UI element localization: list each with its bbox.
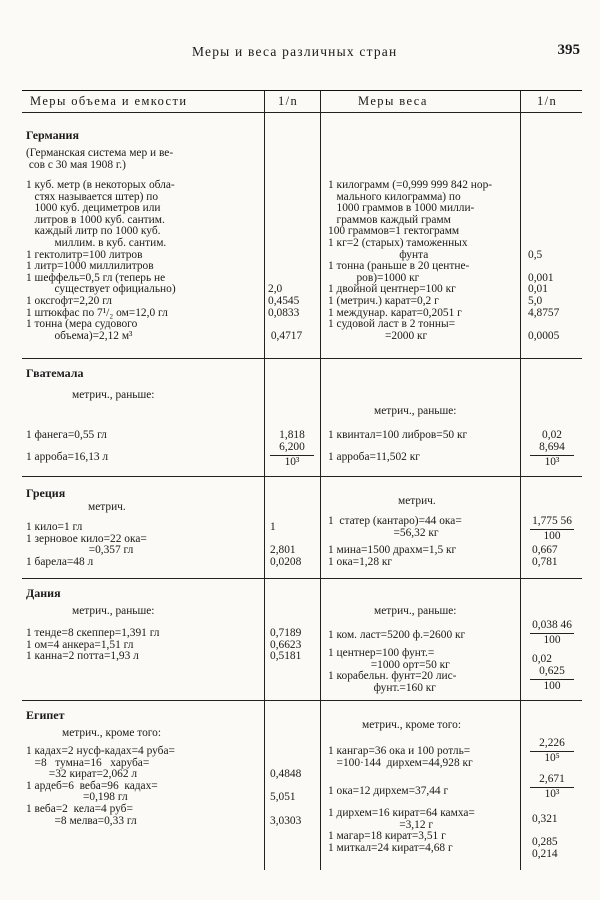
egypt-weight-row: 1 кангар=36 ока и 100 ротль= =100·144 дирхем=44,928 кг xyxy=(328,745,473,769)
greece-weight-row: 1 статер (кантаро)=44 ока= =56,32 кг xyxy=(328,515,462,539)
denmark-weight-value: 0,02 xyxy=(532,653,552,665)
egypt-weight-text: 1 дирхем=16 кират=64 камха= =3,12 г 1 магар=18 кират=3,51 г 1 миткал=24 кират=4,68 г xyxy=(328,807,475,854)
egypt-weight-values: 0,321 0,285 0,214 xyxy=(532,813,558,860)
greece-volume-subheading: метрич. xyxy=(88,501,126,513)
guatemala-volume-subheading: метрич., раньше: xyxy=(72,389,155,401)
running-title: Меры и веса различных стран xyxy=(192,44,398,59)
column-header-volume-ratio: 1/n xyxy=(278,94,299,108)
fraction-numerator: 8,694 xyxy=(530,442,574,456)
guatemala-weight-fraction xyxy=(522,442,582,468)
denmark-weight-fraction xyxy=(522,620,582,646)
denmark-volume-subheading: метрич., раньше: xyxy=(72,605,155,617)
fraction-numerator: 1,775 56 xyxy=(530,516,574,530)
egypt-weight-fraction xyxy=(522,774,582,800)
germany-volume-text: 1 куб. метр (в некоторых обла- стях называется штер) по 1000 куб. дециметров или литров в 1000 куб. сантим. каждый литр по 1000 куб. миллим. в куб. сантим. 1 гектолитр=100 литров 1 литр=1000 миллилитров 1 шеффель=0,5 гл (теперь не существует официально) 1 оксгофт=2,20 гл 1 штюкфас по 7¹/₂ ом=12,0 гл 1 тонна (мера судового объема)=2,12 м³ xyxy=(26,179,176,342)
section-title-denmark: Дания xyxy=(26,586,61,600)
denmark-weight-fraction xyxy=(522,666,582,692)
guatemala-weight-row: 1 квинтал=100 либров=50 кг xyxy=(328,429,468,441)
denmark-volume-text: 1 тенде=8 скеппер=1,391 гл 1 ом=4 анкера=1,51 гл 1 канна=2 потта=1,93 л xyxy=(26,627,160,663)
guatemala-volume-row: 1 фанега=0,55 гл xyxy=(26,429,107,441)
column-header-weight: Меры веса xyxy=(358,94,428,108)
fraction-denominator: 10³ xyxy=(544,455,560,468)
greece-weight-text: 1 мина=1500 драхм=1,5 кг 1 ока=1,28 кг xyxy=(328,544,457,568)
fraction-denominator: 100 xyxy=(543,633,561,646)
greece-volume-values: 1 2,801 0,0208 xyxy=(270,521,302,568)
fraction-denominator: 10³ xyxy=(284,455,300,468)
column-header-volume: Меры объема и емкости xyxy=(30,94,188,108)
denmark-weight-row: 1 ком. ласт=5200 ф.=2600 кг xyxy=(328,629,466,641)
measures-table xyxy=(22,90,582,870)
guatemala-weight-value: 0,02 xyxy=(542,429,562,441)
germany-note: (Германская система мер и ве- сов с 30 мая 1908 г.) xyxy=(26,147,174,171)
fraction-numerator: 2,671 xyxy=(530,774,574,788)
egypt-volume-values: 0,4848 5,051 3,0303 xyxy=(270,768,302,827)
guatemala-volume-fraction xyxy=(262,442,322,468)
page-header xyxy=(22,42,582,64)
fraction-numerator: 0,038 46 xyxy=(530,620,574,634)
section-rule xyxy=(22,578,582,579)
fraction-denominator: 10³ xyxy=(544,787,560,800)
guatemala-volume-row: 1 арроба=16,13 л xyxy=(26,451,109,463)
table-top-rule xyxy=(22,90,582,91)
section-title-greece: Греция xyxy=(26,486,66,500)
section-title-guatemala: Гватемала xyxy=(26,366,84,380)
denmark-weight-text: 1 центнер=100 фунт.= =1000 орт=50 кг 1 корабельн. фунт=20 лис- фунт.=160 кг xyxy=(328,647,457,694)
section-rule xyxy=(22,700,582,701)
egypt-volume-text: 1 кадах=2 нусф-кадах=4 руба= =8 тумна=16 харуба= =32 кират=2,062 л 1 ардеб=6 веба=96 кадах= =0,198 гл 1 веба=2 кела=4 руб= =8 мелва=0,33 гл xyxy=(26,745,175,827)
egypt-weight-row: 1 ока=12 дирхем=37,44 г xyxy=(328,785,449,797)
denmark-weight-subheading: метрич., раньше: xyxy=(374,605,457,617)
fraction-numerator: 0,625 xyxy=(530,666,574,680)
guatemala-weight-subheading: метрич., раньше: xyxy=(374,405,457,417)
egypt-weight-fraction xyxy=(522,738,582,764)
header-rule xyxy=(22,112,582,113)
germany-volume-values: 2,0 0,4545 0,0833 0,4717 xyxy=(268,283,303,342)
greece-weight-fraction xyxy=(522,516,582,542)
greece-weight-values: 0,667 0,781 xyxy=(532,544,558,568)
section-rule xyxy=(22,358,582,359)
greece-volume-text: 1 кило=1 гл 1 зерновое кило=22 ока= =0,357 гл 1 барела=48 л xyxy=(26,521,147,568)
section-title-germany: Германия xyxy=(26,128,79,142)
egypt-weight-subheading: метрич., кроме того: xyxy=(362,719,462,731)
section-title-egypt: Египет xyxy=(26,708,65,722)
fraction-denominator: 100 xyxy=(543,529,561,542)
germany-weight-values: 0,5 0,001 0,01 5,0 4,8757 0,0005 xyxy=(528,248,560,342)
column-header-weight-ratio: 1/n xyxy=(537,94,558,108)
egypt-volume-subheading: метрич., кроме того: xyxy=(62,727,162,739)
guatemala-volume-value: 1,818 xyxy=(279,429,305,441)
section-rule xyxy=(22,476,582,477)
denmark-volume-values: 0,7189 0,6623 0,5181 xyxy=(270,627,302,663)
guatemala-weight-row: 1 арроба=11,502 кг xyxy=(328,451,420,463)
fraction-numerator: 2,226 xyxy=(530,738,574,752)
fraction-denominator: 10⁵ xyxy=(544,751,560,764)
germany-weight-text: 1 килограмм (=0,999 999 842 нор- мального килограмма) по 1000 граммов в 1000 милли- граммов каждый грамм 100 граммов=1 гектограмм 1 кг=2 (старых) таможенных фунта 1 тонна (раньше в 20 центне- ров)=1000 кг 1 двойной центнер=100 кг 1 (метрич.) карат=0,2 г 1 междунар. карат=0,2051 г 1 судовой ласт в 2 тонны= =2000 кг xyxy=(328,179,493,342)
fraction-numerator: 6,200 xyxy=(270,442,314,456)
greece-weight-subheading: метрич. xyxy=(398,495,436,507)
fraction-denominator: 100 xyxy=(543,679,561,692)
page-number: 395 xyxy=(557,42,580,58)
column-rule xyxy=(520,90,521,870)
